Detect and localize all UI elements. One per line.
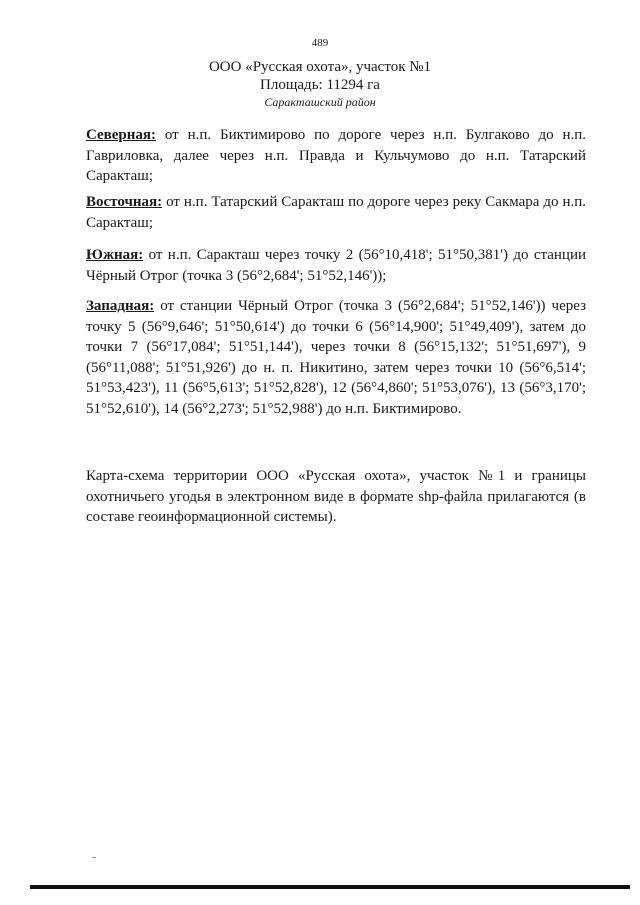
closing-paragraph: Карта-схема территории ООО «Русская охота», участок №1 и границы охотничьего угодья в электронном виде в формате shp-файла прилагаются (в составе геоинформационной системы).: [86, 468, 586, 525]
boundary-south-text: от н.п. Саракташ через точку 2 (56°10,418'; 51°50,381') до станции Чёрный Отрог (точка 3 (56°2,684'; 51°52,146'));: [86, 247, 587, 284]
boundary-north-text: от н.п. Биктимирово по дороге через н.п. Булгаково до н.п. Гавриловка, далее через н.п. Правда и Кульчумово до н.п. Татарский Саракташ;: [86, 127, 586, 184]
district-name: Саракташский район: [264, 95, 376, 109]
area-line: Площадь: 11294 га: [260, 77, 380, 93]
bottom-rule: [30, 885, 630, 889]
boundary-north-label: Северная:: [86, 127, 157, 143]
boundary-west-label: Западная:: [86, 298, 155, 314]
scan-speck: [92, 857, 96, 858]
document-header: [0, 58, 640, 111]
boundary-west: [86, 296, 586, 419]
boundary-east: [86, 192, 586, 233]
boundary-west-text: от станции Чёрный Отрог (точка 3 (56°2,684'; 51°52,146')) через точку 5 (56°9,646'; 51°50,614') до точки 6 (56°14,900'; 51°49,409'), затем до точки 7 (56°17,084'; 51°51,144'), через точки 8 (56°15,132'; 51°51,697'), 9 (56°11,088'; 51°51,926') до н. п. Никитино, затем через точки 10 (56°6,514'; 51°53,423'), 11 (56°5,613'; 51°52,828'), 12 (56°4,860'; 51°53,076'), 13 (56°3,170'; 51°52,610'), 14 (56°2,273'; 51°52,988') до н.п. Биктимирово.: [86, 298, 586, 417]
boundary-south: [86, 245, 586, 286]
boundary-east-text: от н.п. Татарский Саракташ по дороге через реку Сакмара до н.п. Саракташ;: [86, 194, 586, 231]
page-number: 489: [311, 37, 329, 49]
document-title: ООО «Русская охота», участок №1: [208, 59, 432, 75]
boundary-south-label: Южная:: [86, 247, 144, 263]
boundary-north: [86, 125, 586, 187]
boundary-east-label: Восточная:: [86, 194, 163, 210]
